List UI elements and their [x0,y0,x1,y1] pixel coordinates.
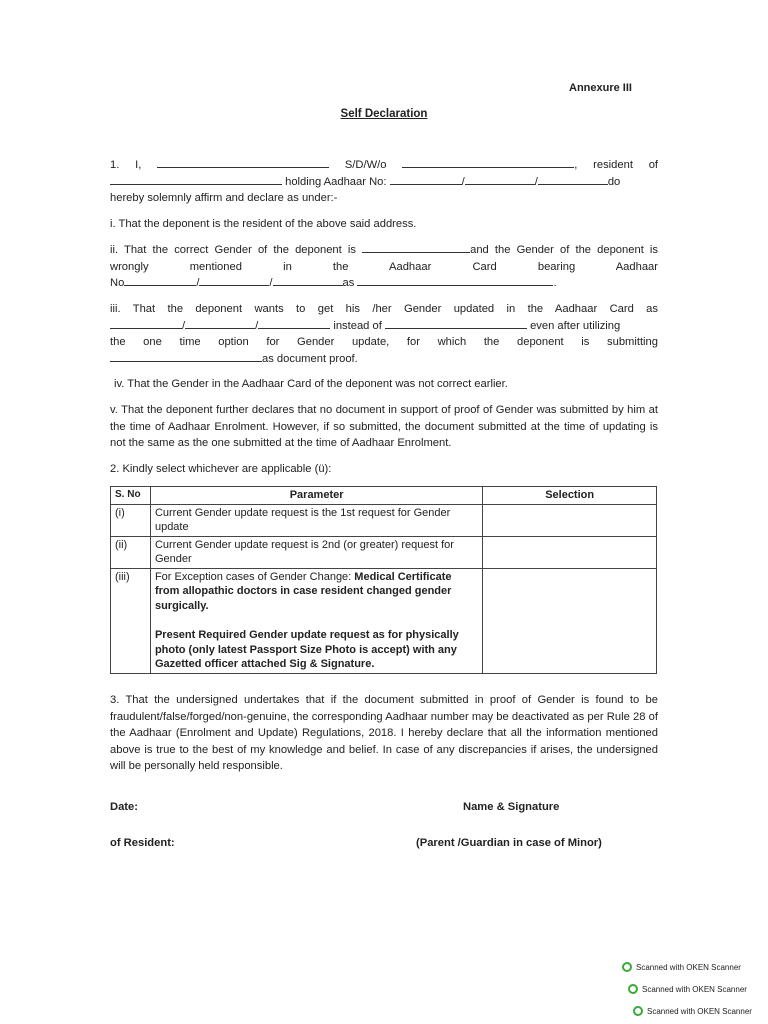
scanner-watermark: Scanned with OKEN Scanner [622,962,741,972]
undertaking-paragraph: 3. That the undersigned undertakes that if the document submitted in proof of Gender is found to be fraudulent/false/forged/non-genuine, the corresponding Aadhaar number may be deactivated as per Rule 28 of the Aadhaar (Enrolment and Update) Regulations, 2018. I hereby declare that all the information mentioned above is true to the best of my knowledge and belief. In case of any discrepancies if arises, the undersigned will be personally held responsible. [110,694,658,772]
table-header-row [111,487,657,505]
table-row [111,504,657,536]
col-header-parameter: Parameter [150,487,482,505]
address-blank[interactable] [110,174,282,185]
page-title: Self Declaration [340,108,428,120]
scanner-logo-icon [622,962,632,972]
name-blank[interactable] [157,157,329,168]
aadhaar-id-part-3-blank[interactable] [258,318,330,329]
point-iii: iii. That the deponent wants to get his /her Gender updated in the Aadhaar Card as / / instead of even after utilizing the one time option for Gender update, for which the deponent is submitting as document proof. [110,303,658,365]
scanner-watermark: Scanned with OKEN Scanner [628,984,747,994]
select-instruction: 2. Kindly select whichever are applicable (ü): [110,463,332,475]
aadhaar-id-part-2-blank[interactable] [185,318,255,329]
document-proof-blank[interactable] [110,351,262,362]
point-iv: iv. That the Gender in the Aadhaar Card of the deponent was not correct earlier. [114,378,508,390]
name-signature-label: Name & Signature [463,801,560,813]
annexure-label: Annexure III [569,82,632,94]
date-label: Date: [110,801,138,813]
col-header-sno: S. No [111,487,151,505]
aadhaar-no-part-3-blank[interactable] [273,275,343,286]
aadhaar-id-part-1-blank[interactable] [110,318,182,329]
aadhaar-no-part-2-blank[interactable] [199,275,269,286]
row-parameter: Current Gender update request is the 1st request for Gender update [150,504,482,536]
parent-guardian-label: (Parent /Guardian in case of Minor) [416,837,602,849]
scanner-logo-icon [633,1006,643,1016]
row-selection-cell[interactable] [483,568,657,673]
parameter-table [110,486,657,674]
declaration-intro [110,157,658,207]
row-selection-cell[interactable] [483,536,657,568]
point-i: i. That the deponent is the resident of the above said address. [110,218,417,230]
scanner-logo-icon [628,984,638,994]
intro-line-1: 1. I, S/D/W/o , resident of [110,159,659,171]
intro-line-3: hereby solemnly affirm and declare as under:- [110,192,338,204]
of-resident-label: of Resident: [110,837,175,849]
row-parameter: Current Gender update request is 2nd (or greater) request for Gender [150,536,482,568]
row-sno: (ii) [111,536,151,568]
row-parameter: For Exception cases of Gender Change: Medical Certificate from allopathic doctors in case resident changed gender surgically. Present Required Gender update request as for physically photo (only latest Passport Size Photo is accept) with any Gazetted officer attached Sig & Signature. [150,568,482,673]
row-sno: (iii) [111,568,151,673]
table-row [111,568,657,673]
row-sno: (i) [111,504,151,536]
aadhaar-no-part-1-blank[interactable] [124,275,196,286]
aadhaar-part-2-blank[interactable] [465,174,535,185]
intro-line-2: holding Aadhaar No: / / do [110,174,658,191]
point-ii: ii. That the correct Gender of the deponent is and the Gender of the deponent is wrongly mentioned in the Aadhaar Card bearing Aadhaar No / / as . [110,244,659,289]
correct-gender-blank[interactable] [362,242,470,253]
aadhaar-part-1-blank[interactable] [390,174,462,185]
point-v: v. That the deponent further declares that no document in support of proof of Gender was submitted by him at the time of Aadhaar Enrolment. However, if so submitted, the document submitted at the time of updating is not the same as the one submitted at the time of Aadhaar Enrolment. [110,404,658,449]
wrong-gender-blank[interactable] [357,275,553,286]
table-row [111,536,657,568]
relation-name-blank[interactable] [402,157,574,168]
row-selection-cell[interactable] [483,504,657,536]
scanner-watermark: Scanned with OKEN Scanner [633,1006,752,1016]
aadhaar-part-3-blank[interactable] [538,174,608,185]
col-header-selection: Selection [483,487,657,505]
old-gender-blank[interactable] [385,318,527,329]
